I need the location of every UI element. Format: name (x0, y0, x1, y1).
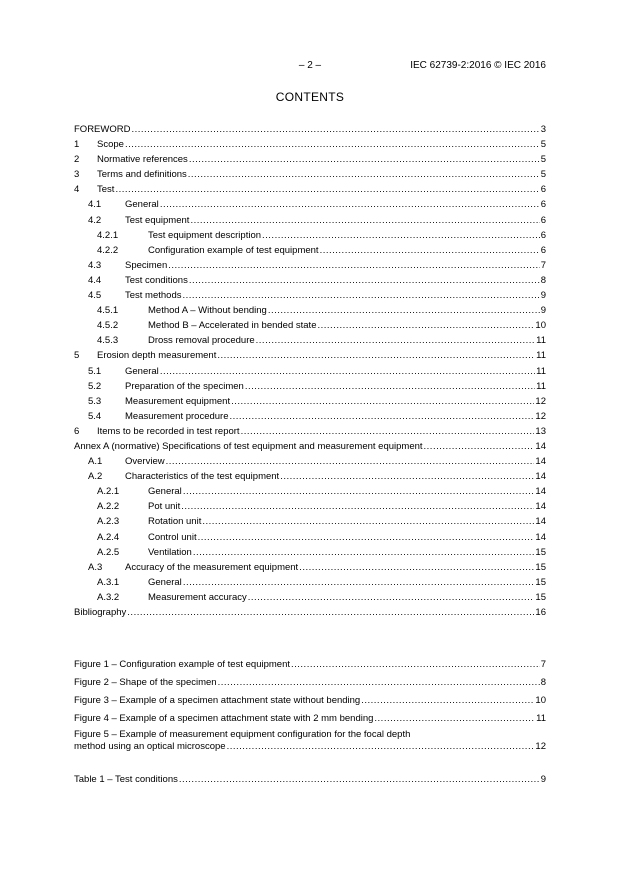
toc-entry-page: 6 (540, 214, 546, 226)
toc-entry-page: 14 (535, 516, 546, 528)
dot-leader (181, 499, 534, 514)
dot-leader (168, 258, 539, 273)
toc-entry-page: 16 (535, 607, 546, 618)
toc-entry-title: Overview (125, 456, 165, 468)
toc-entry-page: 8 (540, 274, 546, 286)
toc-entry[interactable] (74, 228, 546, 243)
dot-leader (166, 454, 535, 469)
toc-entry-title: General (148, 486, 182, 498)
figure-page: 7 (540, 659, 546, 670)
toc-entry-title: Specimen (125, 259, 168, 271)
toc-entry-page: 6 (540, 229, 546, 241)
toc-entry-page: 14 (535, 471, 546, 483)
toc-entry-number: 5.3 (88, 395, 102, 407)
figure-entry[interactable] (74, 729, 546, 757)
dot-leader (198, 530, 535, 545)
toc-entry-title: Measurement procedure (125, 410, 229, 422)
dot-leader (299, 560, 534, 575)
toc-entry-page: 6 (540, 184, 546, 196)
toc-entry[interactable] (74, 137, 546, 152)
toc-entry[interactable] (74, 379, 546, 394)
figure-title: Figure 4 – Example of a specimen attachment state with 2 mm bending (74, 713, 374, 724)
figure-page: 10 (535, 695, 546, 706)
dot-leader (183, 484, 535, 499)
toc-entry-page: 11 (536, 365, 546, 377)
toc-entry-page: 15 (535, 591, 546, 603)
toc-entry-number: A.3 (88, 561, 103, 573)
dot-leader (160, 197, 540, 212)
toc-entry-page: 12 (535, 395, 546, 407)
toc-entry-number: A.2.4 (97, 531, 120, 543)
toc-entry[interactable] (74, 197, 546, 212)
dot-leader (291, 657, 540, 672)
dot-leader (230, 409, 535, 424)
dot-leader (317, 318, 534, 333)
toc-entry-number: A.1 (88, 456, 103, 468)
toc-entry-page: 15 (535, 576, 546, 588)
toc-entry-title: Test (97, 184, 115, 196)
toc-entry-number: A.2.2 (97, 501, 120, 513)
page-header (0, 60, 620, 74)
figure-title-line1: Figure 5 – Example of measurement equipment configuration for the focal depth (74, 729, 411, 740)
figure-entry[interactable] (74, 675, 546, 693)
dot-leader (262, 228, 540, 243)
dot-leader (115, 182, 539, 197)
dot-leader (268, 303, 540, 318)
toc-entry[interactable] (74, 318, 546, 333)
toc-entry[interactable] (74, 514, 546, 529)
toc-entry-page: 11 (536, 350, 546, 362)
toc-entry-page: 14 (535, 440, 546, 452)
figure-page: 8 (540, 677, 546, 688)
toc-entry-number: 1 (74, 139, 80, 151)
toc-entry-number: 4.5.2 (97, 320, 119, 332)
dot-leader (231, 394, 534, 409)
toc-entry[interactable] (74, 590, 546, 605)
toc-entry-number: 4.2.1 (97, 229, 119, 241)
dot-leader (374, 711, 535, 726)
toc-entry[interactable] (74, 575, 546, 590)
table-entry[interactable] (74, 772, 546, 790)
toc-entry-title: Characteristics of the test equipment (125, 471, 280, 483)
toc-entry[interactable] (74, 560, 546, 575)
toc-entry-page: 10 (535, 320, 546, 332)
toc-entry-number: 4.5 (88, 290, 102, 302)
dot-leader (125, 137, 540, 152)
toc-entry-title: Terms and definitions (97, 169, 187, 181)
page-title: CONTENTS (275, 90, 345, 104)
toc-entry-title: Measurement accuracy (148, 591, 247, 603)
toc-entry-number: A.2.3 (97, 516, 120, 528)
toc-entry-title: Method B – Accelerated in bended state (148, 320, 317, 332)
toc-entry-page: 15 (535, 546, 546, 558)
toc-entry-number: A.3.2 (97, 591, 120, 603)
dot-leader (179, 772, 540, 787)
toc-entry-title: Preparation of the specimen (125, 380, 244, 392)
dot-leader (424, 439, 535, 454)
list-of-figures (74, 657, 546, 757)
dot-leader (320, 243, 540, 258)
dot-leader (193, 545, 535, 560)
toc-entry[interactable] (74, 333, 546, 348)
toc-entry-number: 4.1 (88, 199, 102, 211)
toc-entry-page: 11 (536, 335, 546, 347)
toc-entry[interactable] (74, 152, 546, 167)
toc-entry[interactable] (74, 213, 546, 228)
toc-entry-title: Pot unit (148, 501, 181, 513)
dot-leader (248, 590, 535, 605)
toc-entry[interactable] (74, 530, 546, 545)
table-of-contents (74, 122, 546, 620)
toc-entry-number: 4.2.2 (97, 244, 119, 256)
toc-entry[interactable] (74, 499, 546, 514)
toc-entry-page: 5 (540, 139, 546, 151)
toc-entry-title: Rotation unit (148, 516, 202, 528)
figure-entry[interactable] (74, 693, 546, 711)
toc-entry[interactable] (74, 288, 546, 303)
toc-entry-title: Control unit (148, 531, 197, 543)
toc-entry-title: Dross removal procedure (148, 335, 255, 347)
toc-entry[interactable] (74, 469, 546, 484)
toc-entry-title: FOREWORD (74, 124, 131, 135)
toc-entry-page: 13 (535, 425, 546, 437)
figure-title: Figure 1 – Configuration example of test equipment (74, 659, 290, 670)
toc-entry[interactable] (74, 182, 546, 197)
table-title: Table 1 – Test conditions (74, 774, 178, 785)
toc-entry[interactable] (74, 484, 546, 499)
dot-leader (256, 333, 535, 348)
toc-entry[interactable] (74, 122, 546, 137)
toc-entry-number: 2 (74, 154, 80, 166)
figure-title: Figure 3 – Example of a specimen attachment state without bending (74, 695, 361, 706)
dot-leader (280, 469, 534, 484)
toc-entry-title: Measurement equipment (125, 395, 231, 407)
toc-entry-title: Annex A (normative) Specifications of test equipment and measurement equipment (74, 440, 423, 452)
toc-entry-number: 5 (74, 350, 80, 362)
toc-entry-number: 3 (74, 169, 80, 181)
toc-entry-title: Test methods (125, 290, 182, 302)
toc-entry[interactable] (74, 167, 546, 182)
figure-title: Figure 2 – Shape of the specimen (74, 677, 217, 688)
toc-entry-number: 4 (74, 184, 80, 196)
dot-leader (245, 379, 535, 394)
toc-entry-title: Test equipment (125, 214, 190, 226)
toc-entry-page: 14 (535, 456, 546, 468)
dot-leader (217, 348, 535, 363)
toc-entry-title: General (125, 365, 159, 377)
toc-entry-title: Normative references (97, 154, 188, 166)
dot-leader (183, 288, 540, 303)
figure-entry[interactable] (74, 657, 546, 675)
document-code: IEC 62739-2:2016 © IEC 2016 (410, 60, 546, 71)
list-of-tables (74, 772, 546, 790)
dot-leader (189, 152, 540, 167)
dot-leader (190, 213, 539, 228)
toc-entry-page: 9 (540, 290, 546, 302)
toc-entry[interactable] (74, 394, 546, 409)
dot-leader (127, 605, 534, 620)
page-number: – 2 – (298, 60, 322, 71)
toc-entry-page: 9 (540, 305, 546, 317)
dot-leader (189, 273, 540, 288)
toc-entry-page: 3 (540, 124, 546, 135)
toc-entry[interactable] (74, 409, 546, 424)
toc-entry-page: 14 (535, 531, 546, 543)
toc-entry-number: 6 (74, 425, 80, 437)
toc-entry-number: A.2.5 (97, 546, 120, 558)
dot-leader (131, 122, 539, 137)
dot-leader (183, 575, 535, 590)
toc-entry[interactable] (74, 273, 546, 288)
toc-entry-page: 15 (535, 561, 546, 573)
dot-leader (218, 675, 540, 690)
toc-entry-title: Bibliography (74, 607, 127, 618)
toc-entry-number: 4.4 (88, 274, 102, 286)
toc-entry-title: Items to be recorded in test report (97, 425, 240, 437)
toc-entry-title: Method A – Without bending (148, 305, 267, 317)
toc-entry-page: 12 (535, 410, 546, 422)
toc-entry[interactable] (74, 424, 546, 439)
toc-entry-number: 4.5.3 (97, 335, 119, 347)
toc-entry-number: A.2 (88, 471, 103, 483)
toc-entry-title: Configuration example of test equipment (148, 244, 319, 256)
toc-entry-number: 4.3 (88, 259, 102, 271)
dot-leader (188, 167, 540, 182)
toc-entry[interactable] (74, 439, 546, 454)
toc-entry-number: 5.2 (88, 380, 102, 392)
toc-entry[interactable] (74, 454, 546, 469)
toc-entry-title: General (148, 576, 182, 588)
toc-entry-title: Accuracy of the measurement equipment (125, 561, 299, 573)
figure-page: 12 (535, 741, 546, 752)
toc-entry[interactable] (74, 605, 546, 620)
toc-entry[interactable] (74, 545, 546, 560)
toc-entry-page: 7 (540, 259, 546, 271)
toc-entry-title: Test equipment description (148, 229, 262, 241)
toc-entry-page: 5 (540, 154, 546, 166)
toc-entry-number: 5.4 (88, 410, 102, 422)
toc-entry-page: 6 (540, 244, 546, 256)
toc-entry[interactable] (74, 258, 546, 273)
toc-entry-page: 11 (536, 380, 546, 392)
toc-entry-number: A.3.1 (97, 576, 120, 588)
toc-entry-number: 4.5.1 (97, 305, 119, 317)
toc-entry-title: Erosion depth measurement (97, 350, 217, 362)
toc-entry-title: Test conditions (125, 274, 188, 286)
toc-entry-page: 5 (540, 169, 546, 181)
figure-entry[interactable] (74, 711, 546, 729)
toc-entry[interactable] (74, 364, 546, 379)
figure-title-line2: method using an optical microscope (74, 741, 226, 752)
figure-page: 11 (536, 713, 546, 724)
dot-leader (361, 693, 534, 708)
toc-entry[interactable] (74, 348, 546, 363)
dot-leader (227, 741, 535, 753)
dot-leader (241, 424, 535, 439)
toc-entry-page: 14 (535, 501, 546, 513)
dot-leader (202, 514, 534, 529)
dot-leader (160, 364, 535, 379)
toc-entry-number: 5.1 (88, 365, 102, 377)
toc-entry-number: 4.2 (88, 214, 102, 226)
toc-entry[interactable] (74, 243, 546, 258)
toc-entry-page: 6 (540, 199, 546, 211)
toc-entry-title: General (125, 199, 159, 211)
toc-entry-title: Scope (97, 139, 124, 151)
toc-entry-title: Ventilation (148, 546, 192, 558)
toc-entry-page: 14 (535, 486, 546, 498)
toc-entry-number: A.2.1 (97, 486, 120, 498)
table-page: 9 (540, 774, 546, 785)
toc-entry[interactable] (74, 303, 546, 318)
